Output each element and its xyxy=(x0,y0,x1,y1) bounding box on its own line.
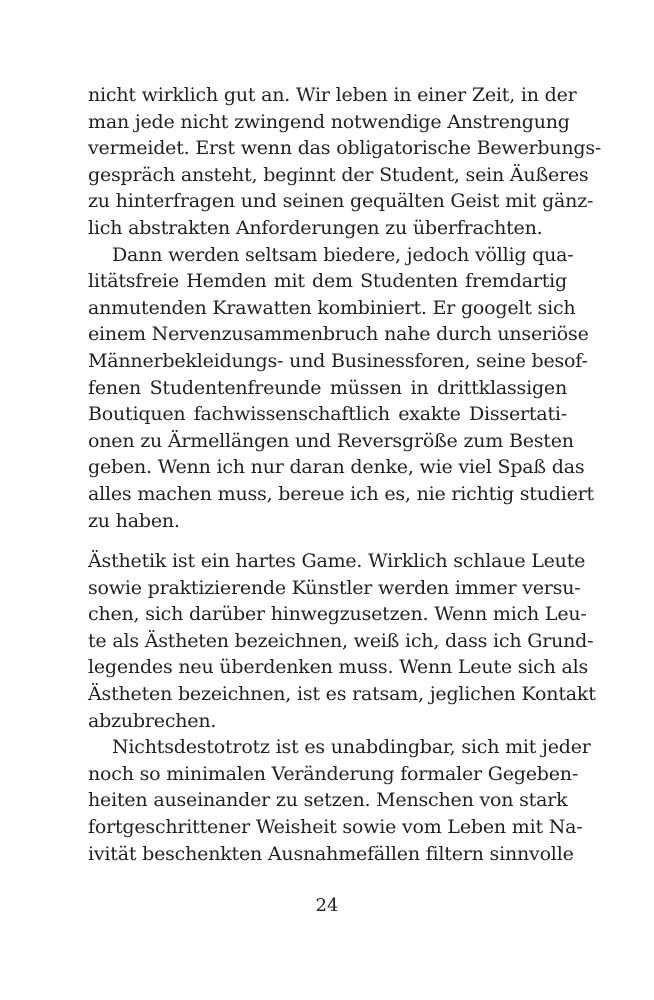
text-section-2 xyxy=(88,548,596,867)
text-line: lich abstrakten Anforderungen zu überfrachten. xyxy=(88,216,543,239)
paragraph-3 xyxy=(88,548,596,734)
text-line: anmutenden Krawatten kombiniert. Er googelt sich xyxy=(88,296,576,319)
text-line: Nichtsdestotrotz ist es unabdingbar, sich mit jeder xyxy=(112,736,591,759)
paragraph-4 xyxy=(88,734,591,867)
text-line: man jede nicht zwingend notwendige Anstrengung xyxy=(88,110,570,133)
text-line: Ästhetik ist ein hartes Game. Wirklich schlaue Leute xyxy=(88,550,586,572)
text-line: onen zu Ärmellängen und Reversgröße zum Besten xyxy=(88,429,574,452)
paragraph-1 xyxy=(88,82,602,242)
text-line: Boutiquen fachwissenschaftlich exakte Dissertati- xyxy=(88,403,567,426)
text-line: zu hinterfragen und seinen gequälten Geist mit gänz- xyxy=(88,190,594,213)
text-line: fenen Studentenfreunde müssen in drittklassigen xyxy=(88,376,567,399)
text-line: legendes neu überdenken muss. Wenn Leute sich als xyxy=(88,656,589,679)
text-line: Männerbekleidungs- und Businessforen, seine besof- xyxy=(88,349,588,372)
text-section-1 xyxy=(88,82,602,534)
text-line: sowie praktizierende Künstler werden immer versu- xyxy=(88,576,581,599)
text-line: alles machen muss, bereue ich es, nie richtig studiert xyxy=(88,482,594,505)
text-line: te als Ästheten bezeichnen, weiß ich, dass ich Grund- xyxy=(88,629,594,652)
text-line: zu haben. xyxy=(88,509,180,532)
text-line: nicht wirklich gut an. Wir leben in einer Zeit, in der xyxy=(88,84,577,106)
text-line: litätsfreie Hemden mit dem Studenten fremdartig xyxy=(88,270,567,293)
text-line: chen, sich darüber hinwegzusetzen. Wenn mich Leu- xyxy=(88,603,587,626)
text-line: einem Nervenzusammenbruch nahe durch unseriöse xyxy=(88,323,589,346)
page-number: 24 xyxy=(315,895,339,916)
paragraph-2 xyxy=(88,242,594,535)
text-line: geben. Wenn ich nur daran denke, wie viel Spaß das xyxy=(88,456,585,479)
text-line: ivität beschenkten Ausnahmefällen filtern sinnvolle xyxy=(88,842,574,865)
text-line: gespräch ansteht, beginnt der Student, sein Äußeres xyxy=(88,163,589,186)
text-line: fortgeschrittener Weisheit sowie vom Leben mit Na- xyxy=(88,815,583,838)
text-line: vermeidet. Erst wenn das obligatorische Bewerbungs- xyxy=(88,137,602,160)
text-line: Ästheten bezeichnen, ist es ratsam, jeglichen Kontakt xyxy=(88,682,596,705)
text-line: Dann werden seltsam biedere, jedoch völlig qua- xyxy=(112,243,574,266)
text-line: heiten auseinander zu setzen. Menschen von stark xyxy=(88,789,568,812)
text-line: noch so minimalen Veränderung formaler Gegeben- xyxy=(88,762,579,785)
text-line: abzubrechen. xyxy=(88,709,217,732)
